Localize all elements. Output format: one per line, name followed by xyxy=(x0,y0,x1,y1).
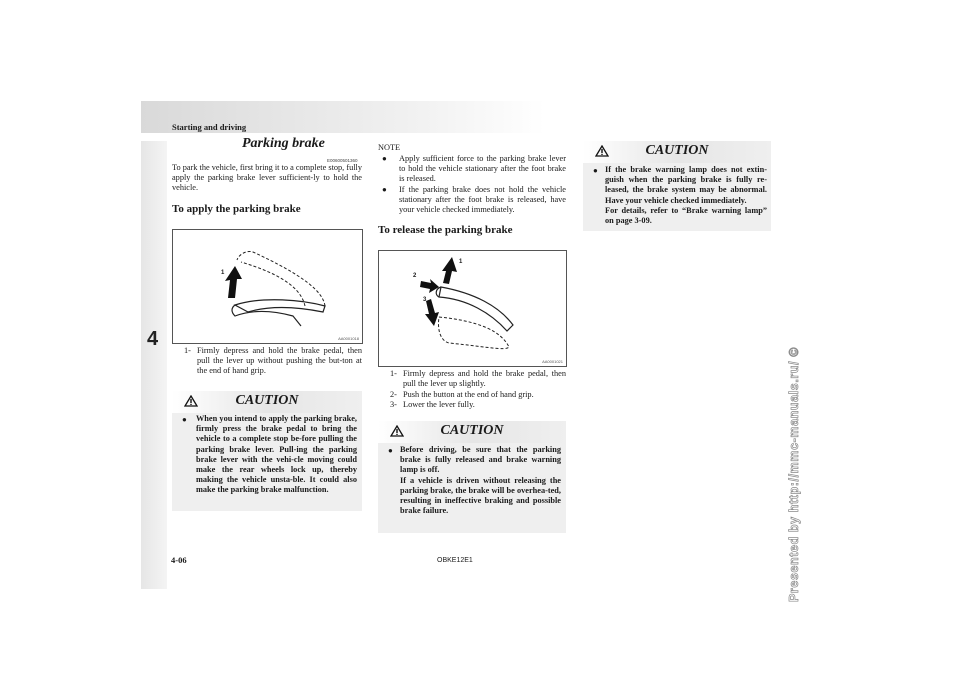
release-heading: To release the parking brake xyxy=(378,224,513,236)
caution-box-left xyxy=(172,391,362,511)
note-2: If the parking brake does not hold the vehicle stationary after the foot brake is released, have your vehicle checked immediately. xyxy=(399,185,566,215)
sidebar-text: Presented by http://mmc-manuals.ru/ © xyxy=(787,346,801,602)
sidebar-watermark xyxy=(752,140,822,610)
apply-heading: To apply the parking brake xyxy=(172,203,301,215)
chapter-tab xyxy=(141,141,167,589)
caution-title: CAUTION xyxy=(645,143,709,158)
caution-title: CAUTION xyxy=(440,423,504,438)
apply-lever-illustration xyxy=(173,230,362,343)
step-number: 1- xyxy=(390,369,397,378)
step-text: Firmly depress and hold the brake pedal, then pull the lever up slightly. xyxy=(403,369,566,389)
caution-text: When you intend to apply the parking brake, firmly press the brake pedal to bring the vehicle to a complete stop be-fore pulling the parking brake lever. Pull-ing the parking brake lever with the vehi-cle moving could make the rear wheels lock up, thereby making the vehicle unsta-ble. It could also make the parking brake malfunction. xyxy=(196,414,357,495)
figure-label-1: 1 xyxy=(459,259,463,265)
caution-title: CAUTION xyxy=(235,393,299,408)
release-figure xyxy=(378,250,567,367)
page-title: Parking brake xyxy=(242,136,325,151)
apply-figure xyxy=(172,229,363,344)
caution-text: If the brake warning lamp does not extin-guish when the parking brake is fully re-leased, the brake system may be abnormal. Have your vehicle checked immediately. For details, refer to “Brake warning lamp” on page 3-09. xyxy=(605,165,767,226)
section-title: Starting and driving xyxy=(172,122,247,132)
step-number: 3- xyxy=(390,400,397,409)
figure-code: AA0001018 xyxy=(338,336,359,341)
bullet-icon: ● xyxy=(382,154,387,163)
step-number: 2- xyxy=(390,390,397,399)
caution-text: Before driving, be sure that the parking brake is fully released and brake warning lamp is off. If a vehicle is driven without releasing the parking brake, the brake will be overhea-ted, resulting in ineffective braking and possible brake failure. xyxy=(400,445,561,516)
figure-label-2: 2 xyxy=(413,273,417,279)
bullet-icon: ● xyxy=(382,185,387,194)
caution-box-right xyxy=(583,141,771,231)
bullet-icon: ● xyxy=(388,446,393,455)
step-text: Firmly depress and hold the brake pedal, then pull the lever up without pushing the but-ton at the end of hand grip. xyxy=(197,346,362,376)
bullet-icon: ● xyxy=(593,166,598,175)
document-code: OBKE12E1 xyxy=(437,557,473,564)
chapter-tab-number: 4 xyxy=(147,328,159,350)
step-number: 1- xyxy=(184,346,191,355)
release-lever-illustration xyxy=(379,251,566,366)
title-code: E00600501360 xyxy=(327,158,358,163)
caution-box-middle xyxy=(378,421,566,533)
figure-label-3: 3 xyxy=(423,297,427,303)
figure-label-1: 1 xyxy=(221,270,225,276)
note-1: Apply sufficient force to the parking brake lever to hold the vehicle stationary after the foot brake is released. xyxy=(399,154,566,184)
step-text: Push the button at the end of hand grip. xyxy=(403,390,534,399)
note-label: NOTE xyxy=(378,143,401,152)
figure-code: AA0001021 xyxy=(542,359,563,364)
intro-paragraph: To park the vehicle, first bring it to a complete stop, fully apply the parking brake lever sufficient-ly to hold the vehicle. xyxy=(172,163,362,193)
page-number: 4-06 xyxy=(171,555,187,565)
step-text: Lower the lever fully. xyxy=(403,400,475,409)
bullet-icon: ● xyxy=(182,415,187,424)
